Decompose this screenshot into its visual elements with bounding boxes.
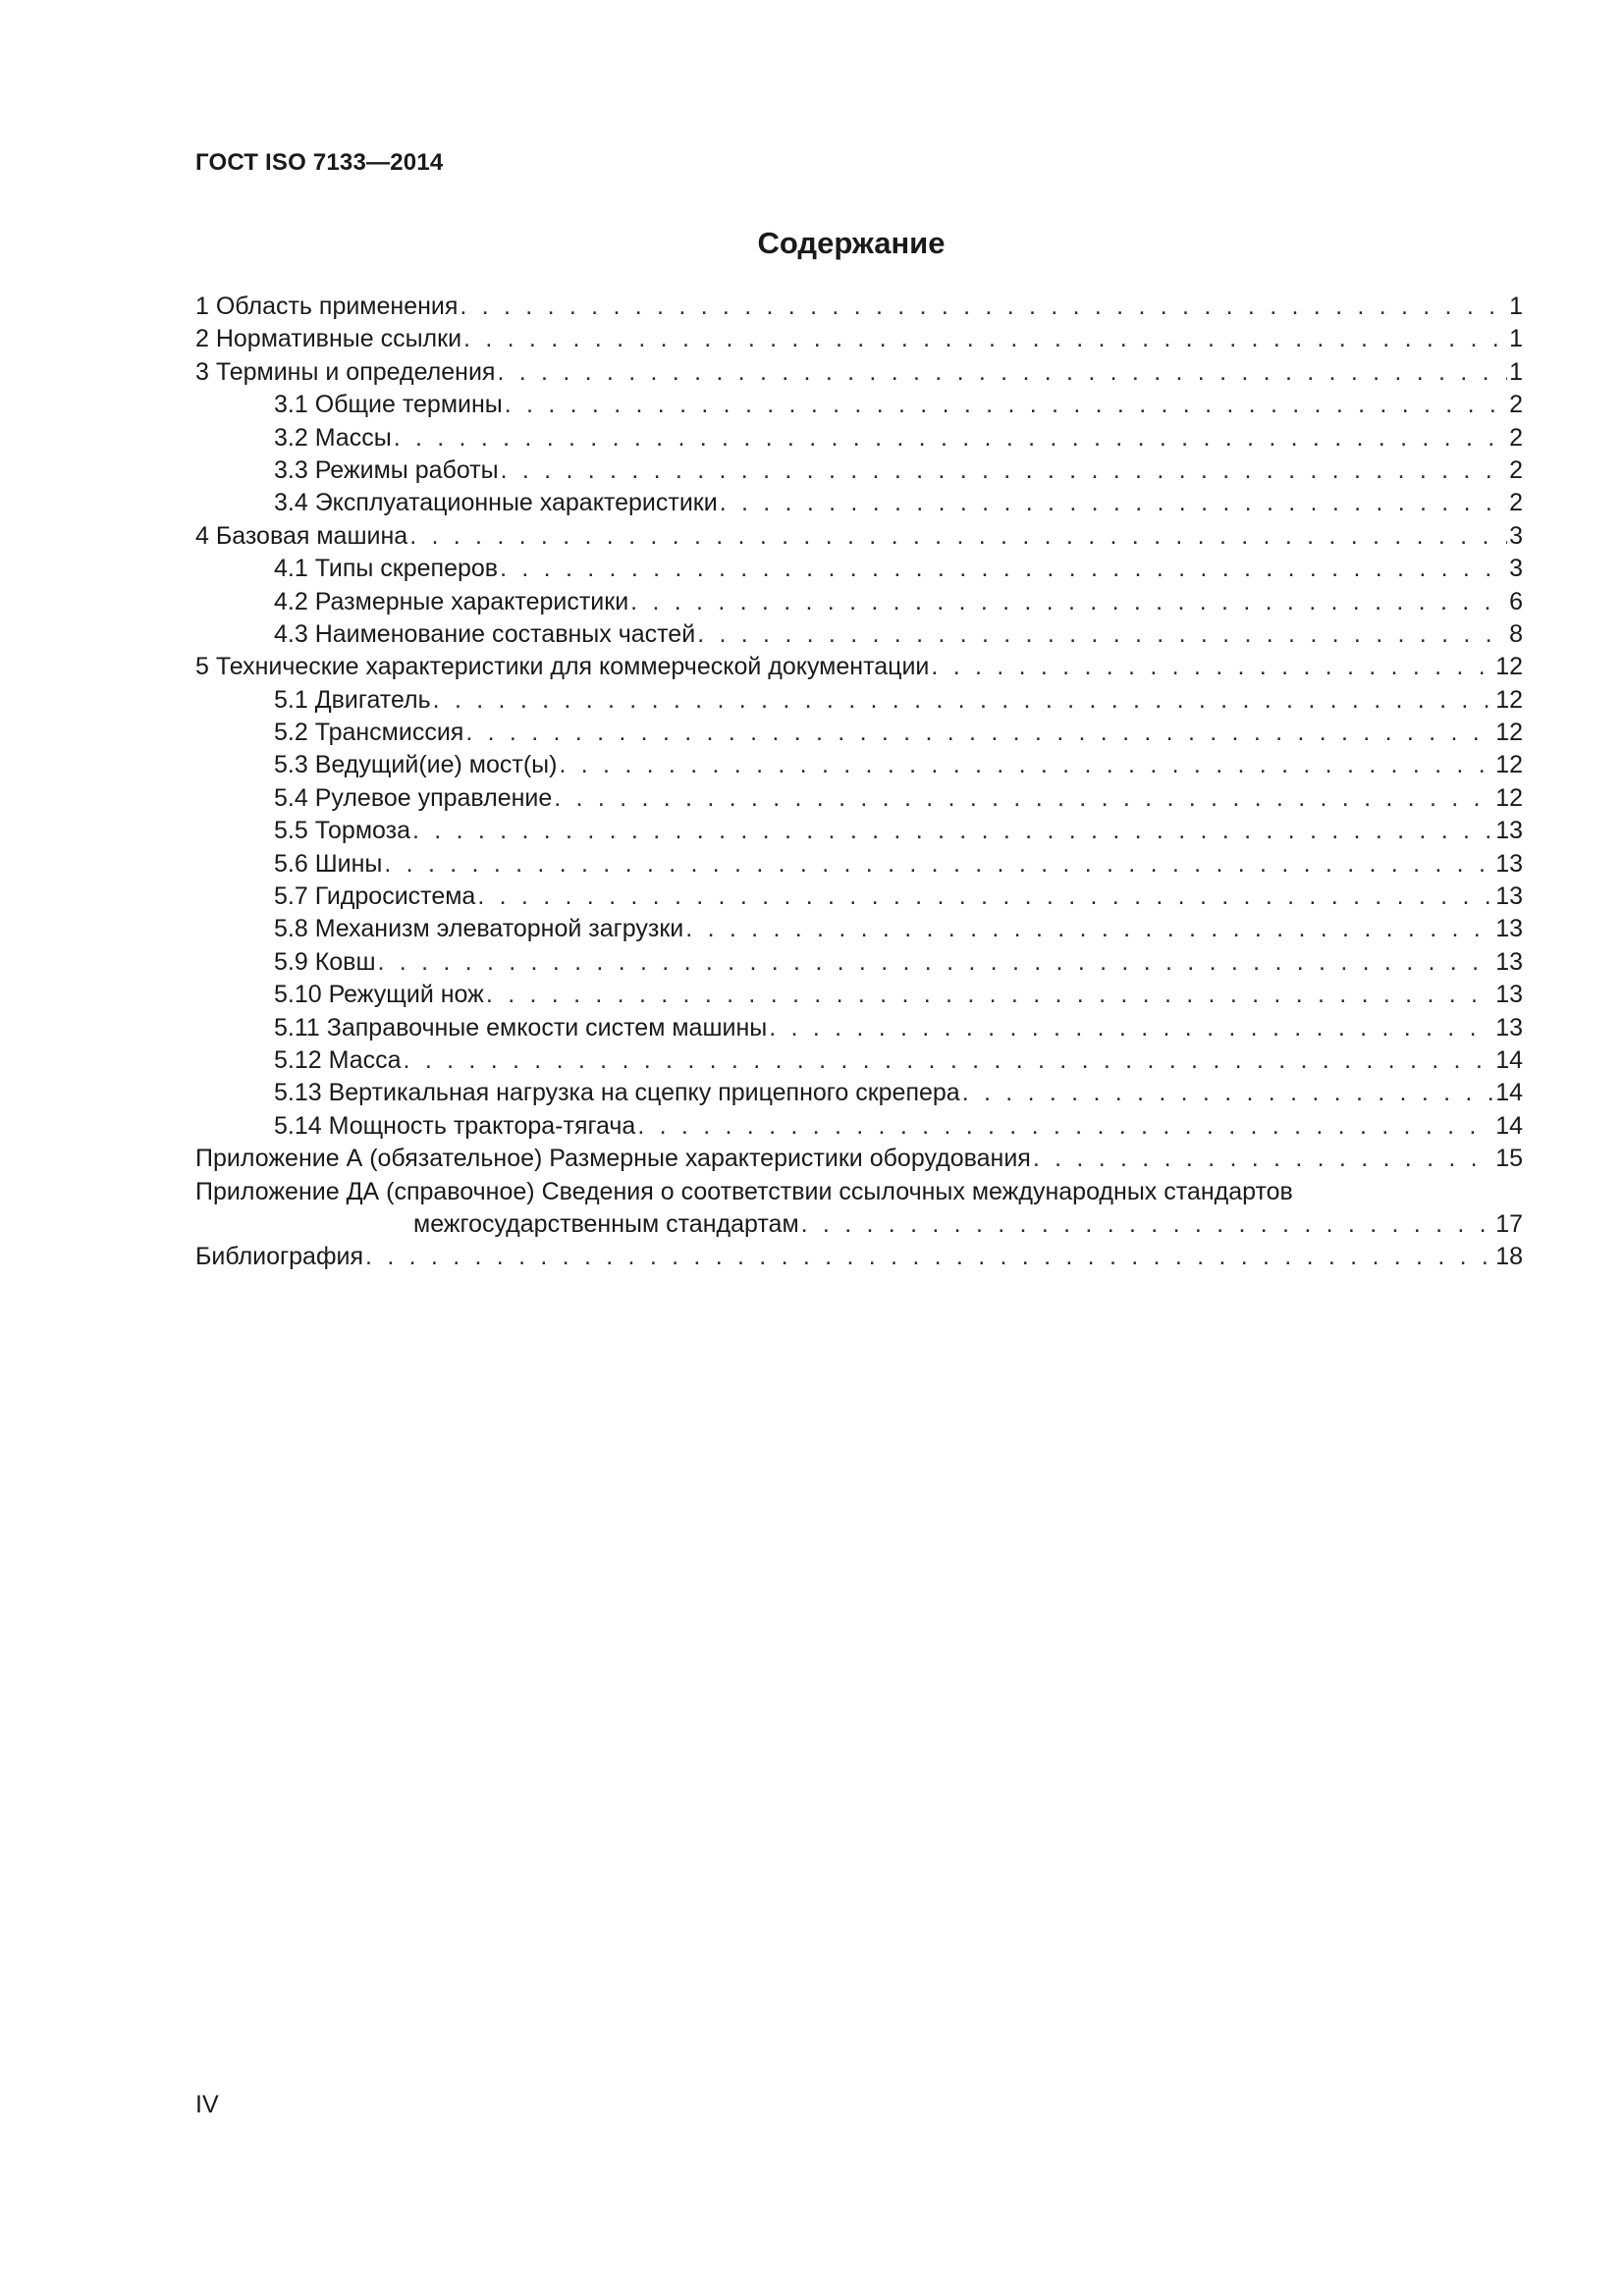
- toc-dot-leader: [384, 848, 1493, 881]
- toc-entry-page: 12: [1495, 685, 1523, 714]
- toc-dot-leader: [559, 749, 1493, 781]
- toc-entry-label: 4.1 Типы скреперов: [274, 555, 499, 583]
- toc-dot-leader: [554, 782, 1493, 815]
- toc-entry[interactable]: [195, 1012, 1523, 1044]
- toc-dot-leader: [365, 1241, 1493, 1273]
- toc-entry-label: 5.13 Вертикальная нагрузка на сцепку прицепного скрепера: [274, 1079, 960, 1107]
- toc-entry-page: 13: [1495, 947, 1523, 976]
- toc-entry-label: Приложение ДА (справочное) Сведения о соответствии ссылочных международных стандартов: [195, 1177, 1293, 1205]
- toc-entry-page: 12: [1495, 783, 1523, 812]
- toc-entry-label: Приложение А (обязательное) Размерные характеристики оборудования: [195, 1145, 1031, 1173]
- toc-entry-page: 14: [1495, 1111, 1523, 1140]
- toc-entry-label: 3.1 Общие термины: [274, 391, 503, 419]
- toc-entry-page: 1: [1509, 325, 1523, 353]
- toc-dot-leader: [486, 979, 1493, 1011]
- toc-dot-leader: [404, 1044, 1494, 1077]
- toc-entry-page: 1: [1509, 357, 1523, 386]
- page-number: IV: [195, 2091, 219, 2118]
- toc-entry-page: 8: [1509, 619, 1523, 648]
- toc-entry[interactable]: [195, 749, 1523, 781]
- toc-entry[interactable]: [195, 389, 1523, 421]
- toc-entry-label: 5.5 Тормоза: [274, 817, 411, 845]
- toc-dot-leader: [505, 389, 1507, 421]
- toc-entry[interactable]: [195, 881, 1523, 913]
- toc-entry-label: 4.2 Размерные характеристики: [274, 587, 629, 615]
- toc-dot-leader: [463, 323, 1507, 355]
- toc-entry-page: 2: [1509, 423, 1523, 452]
- toc-dot-leader: [685, 913, 1493, 945]
- toc-entry-label: 5 Технические характеристики для коммерческой документации: [195, 653, 930, 681]
- toc-entry[interactable]: [195, 454, 1523, 487]
- toc-entry-label: 5.2 Трансмиссия: [274, 719, 464, 747]
- toc-entry[interactable]: [195, 913, 1523, 945]
- toc-dot-leader: [465, 717, 1493, 749]
- toc-entry-label: 5.10 Режущий нож: [274, 981, 484, 1009]
- toc-dot-leader: [630, 586, 1507, 618]
- toc-entry-label: 5.4 Рулевое управление: [274, 783, 553, 812]
- toc-entry[interactable]: [195, 1143, 1523, 1175]
- toc-entry-label: 5.14 Мощность трактора-тягача: [274, 1111, 636, 1140]
- toc-dot-leader: [697, 618, 1507, 651]
- toc-entry[interactable]: [195, 323, 1523, 355]
- toc-entry-page: 13: [1495, 981, 1523, 1009]
- toc-entry-page: 14: [1495, 1079, 1523, 1107]
- toc-entry-page: 14: [1495, 1045, 1523, 1074]
- toc-entry-page: 13: [1495, 882, 1523, 911]
- toc-entry[interactable]: [195, 1241, 1523, 1273]
- toc-entry-label: 5.12 Масса: [274, 1045, 402, 1074]
- toc-entry-page: 17: [1495, 1209, 1523, 1238]
- toc-dot-leader: [394, 422, 1507, 454]
- toc-entry-page: 6: [1509, 587, 1523, 615]
- toc-entry-label: 2 Нормативные ссылки: [195, 325, 462, 353]
- toc-entry-label: 1 Область применения: [195, 293, 459, 320]
- toc-entry[interactable]: [195, 553, 1523, 585]
- toc-entry[interactable]: [195, 1176, 1523, 1208]
- toc-dot-leader: [801, 1208, 1494, 1241]
- toc-dot-leader: [720, 487, 1507, 519]
- document-header: ГОСТ ISO 7133—2014: [195, 149, 444, 176]
- toc-entry[interactable]: [195, 848, 1523, 881]
- toc-dot-leader: [412, 815, 1493, 847]
- toc-entry[interactable]: [195, 946, 1523, 979]
- toc-entry-label: 5.11 Заправочные емкости систем машины: [274, 1013, 768, 1041]
- toc-dot-leader: [460, 291, 1507, 323]
- toc-entry-page: 1: [1509, 293, 1523, 320]
- toc-entry[interactable]: [195, 1044, 1523, 1077]
- toc-entry-label: 5.1 Двигатель: [274, 685, 431, 714]
- toc-entry-page: 2: [1509, 455, 1523, 484]
- toc-entry[interactable]: [195, 684, 1523, 717]
- toc-entry-page: 15: [1495, 1145, 1523, 1173]
- toc-entry-label: Библиография: [195, 1243, 364, 1271]
- toc-entry-label: 4 Базовая машина: [195, 521, 408, 550]
- toc-entry-page: 13: [1495, 1013, 1523, 1041]
- toc-entry[interactable]: [195, 356, 1523, 389]
- toc-entry-page: 13: [1495, 849, 1523, 878]
- toc-entry[interactable]: [195, 1110, 1523, 1143]
- toc-entry[interactable]: [195, 291, 1523, 323]
- toc-entry-continuation[interactable]: [195, 1208, 1523, 1241]
- toc-entry-page: 3: [1509, 555, 1523, 583]
- toc-entry-label: 5.7 Гидросистема: [274, 882, 476, 911]
- toc-entry-label: 5.8 Механизм элеваторной загрузки: [274, 915, 684, 943]
- toc-dot-leader: [433, 684, 1494, 717]
- toc-dot-leader: [962, 1077, 1493, 1109]
- toc-entry[interactable]: [195, 586, 1523, 618]
- toc-dot-leader: [497, 356, 1507, 389]
- toc-entry-label: 5.9 Ковш: [274, 947, 376, 976]
- toc-entry[interactable]: [195, 618, 1523, 651]
- toc-entry-page: 18: [1495, 1243, 1523, 1271]
- toc-entry[interactable]: [195, 1077, 1523, 1109]
- toc-dot-leader: [1033, 1143, 1493, 1175]
- toc-dot-leader: [477, 881, 1493, 913]
- toc-entry-page: 12: [1495, 719, 1523, 747]
- toc-entry[interactable]: [195, 487, 1523, 519]
- toc-entry-label: 3 Термины и определения: [195, 357, 496, 386]
- toc-entry-page: 13: [1495, 915, 1523, 943]
- toc-entry[interactable]: [195, 651, 1523, 683]
- toc-entry-page: 12: [1495, 751, 1523, 779]
- toc-entry-page: 13: [1495, 817, 1523, 845]
- toc-entry-page: 3: [1509, 521, 1523, 550]
- toc-dot-leader: [769, 1012, 1493, 1044]
- table-of-contents: [195, 291, 1523, 1274]
- toc-entry[interactable]: [195, 520, 1523, 553]
- toc-dot-leader: [501, 454, 1508, 487]
- toc-entry-label: 3.2 Массы: [274, 423, 392, 452]
- toc-title: Содержание: [757, 226, 946, 260]
- toc-dot-leader: [500, 553, 1507, 585]
- toc-entry-page: 2: [1509, 489, 1523, 517]
- toc-dot-leader: [378, 946, 1494, 979]
- toc-entry-page: 12: [1495, 653, 1523, 681]
- toc-entry-page: 2: [1509, 391, 1523, 419]
- toc-dot-leader: [637, 1110, 1493, 1143]
- toc-entry-label: 5.6 Шины: [274, 849, 383, 878]
- toc-entry[interactable]: [195, 782, 1523, 815]
- toc-dot-leader: [409, 520, 1507, 553]
- toc-entry[interactable]: [195, 979, 1523, 1011]
- toc-entry-label: 5.3 Ведущий(ие) мост(ы): [274, 751, 558, 779]
- toc-entry[interactable]: [195, 815, 1523, 847]
- toc-entry-label: межгосударственным стандартам: [413, 1209, 799, 1238]
- toc-entry[interactable]: [195, 422, 1523, 454]
- toc-entry-label: 3.4 Эксплуатационные характеристики: [274, 489, 718, 517]
- toc-entry-label: 4.3 Наименование составных частей: [274, 619, 696, 648]
- toc-dot-leader: [931, 651, 1493, 683]
- toc-entry[interactable]: [195, 717, 1523, 749]
- toc-entry-label: 3.3 Режимы работы: [274, 455, 499, 484]
